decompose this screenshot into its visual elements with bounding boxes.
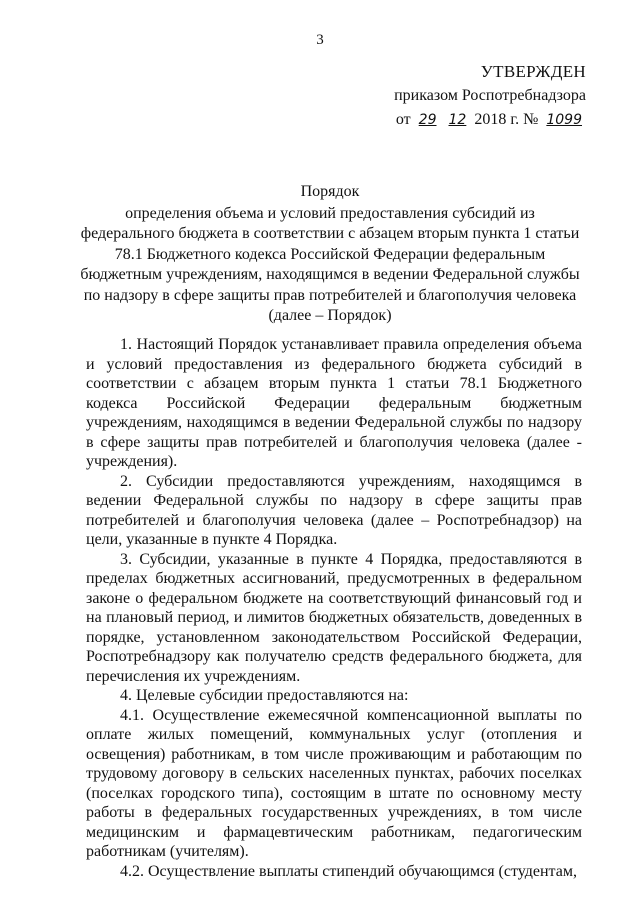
paragraph-4: 4. Целевые субсидии предоставляются на:	[120, 687, 409, 704]
handwritten-order-number: 1099	[546, 112, 582, 128]
title-line: бюджетным учреждениям, находящимся в ведении Федеральной службы	[80, 266, 580, 283]
page-number: 3	[316, 32, 324, 48]
paragraph-4-1: 4.1. Осуществление ежемесячной компенсационной выплаты по оплате жилых помещений, коммунальных услуг (отопления и освещения) работникам, в том числе проживающим и работающим по трудовому договору в сельских населенных пунктах, рабочих поселках (поселках городского типа), состоящим в штате по основному месту работы в федеральных государственных учреждениях, в том числе медицинским и фармацевтическим работникам, педагогическим работникам (учителям).	[86, 706, 582, 860]
title-line: по надзору в сфере защиты прав потребителей и благополучия человека	[83, 286, 577, 304]
paragraph-1: 1. Настоящий Порядок устанавливает правила определения объема и условий предоставления из федерального бюджета субсидий в соответствии с абзацем вторым пункта 1 статьи 78.1 Бюджетного кодекса Российской Федерации федеральным бюджетным учреждениям, находящимся в ведении Федеральной службы по надзору в сфере защиты прав потребителей и благополучия человека (далее - учреждения).	[86, 336, 582, 470]
order-issuer: приказом Роспотребнадзора	[394, 87, 586, 104]
paragraph-4-2: 4.2. Осуществление выплаты стипендий обучающимся (студентам,	[120, 862, 577, 880]
document-body	[86, 335, 582, 881]
title-line: определения объема и условий предоставления субсидий из	[125, 204, 535, 222]
paragraph-2: 2. Субсидии предоставляются учреждениям, находящимся в ведении Федеральной службы по надзору в сфере защиты прав потребителей и благополучия человека (далее – Роспотребнадзор) на цели, указанные в пункте 4 Порядка.	[86, 472, 582, 548]
document-title	[80, 182, 580, 327]
approved-label: УТВЕРЖДЕН	[480, 62, 586, 81]
handwritten-day: 29	[418, 112, 437, 128]
title-heading: Порядок	[300, 183, 360, 200]
year-and-number-label: 2018 г. №	[474, 111, 539, 128]
title-line: федерального бюджета в соответствии с абзацем вторым пункта 1 статьи	[80, 225, 580, 242]
title-line: 78.1 Бюджетного кодекса Российской Федерации федеральным	[114, 245, 546, 263]
paragraph-3: 3. Субсидии, указанные в пункте 4 Порядка, предоставляются в пределах бюджетных ассигнований, предусмотренных в федеральном законе о федеральном бюджете на соответствующий финансовый год и на плановый период, и лимитов бюджетных обязательств, доведенных в порядке, установленном законодательством Российской Федерации, Роспотребнадзору как получателю средств федерального бюджета, для перечисления их учреждениям.	[86, 550, 582, 685]
title-line: (далее – Порядок)	[268, 307, 392, 324]
handwritten-month: 12	[448, 112, 467, 128]
approval-stamp-block	[394, 60, 586, 132]
order-date-line	[394, 108, 586, 132]
date-prefix: от	[395, 111, 411, 128]
